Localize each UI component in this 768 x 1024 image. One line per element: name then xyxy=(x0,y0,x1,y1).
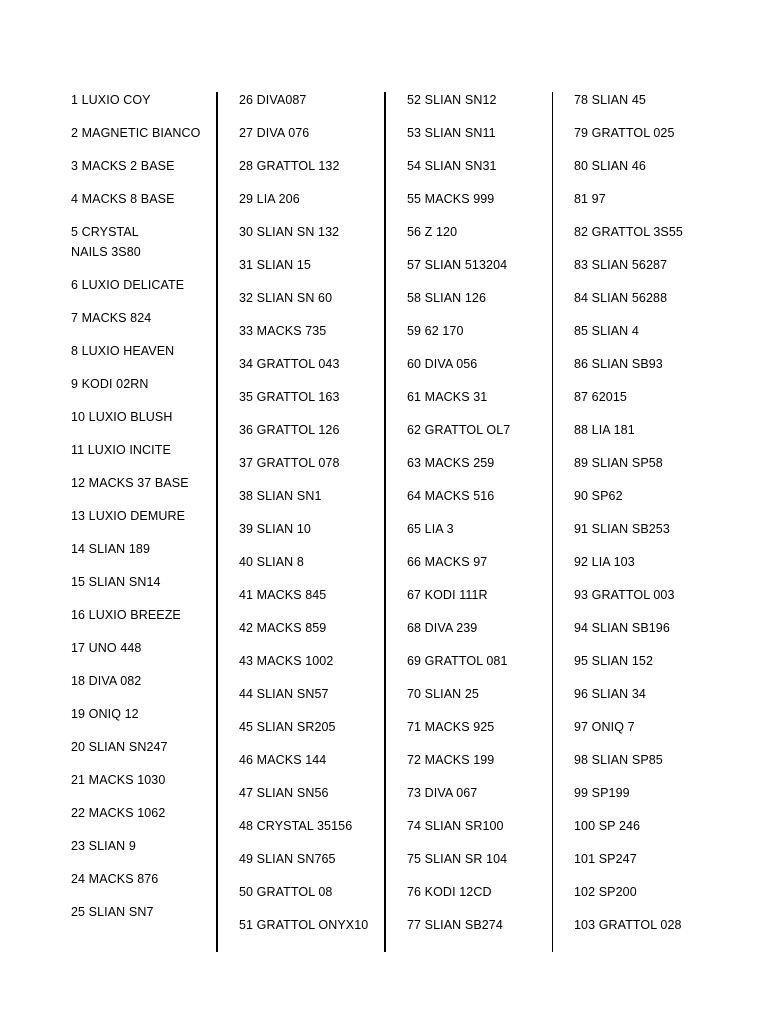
list-item: 4 MACKS 8 BASE xyxy=(71,192,175,206)
list-item: 81 97 xyxy=(574,192,606,206)
list-item: 2 MAGNETIC BIANCO xyxy=(71,126,201,140)
list-item: 57 SLIAN 513204 xyxy=(407,258,508,272)
list-item: 82 GRATTOL 3S55 xyxy=(574,225,683,239)
list-item: 78 SLIAN 45 xyxy=(574,93,646,107)
list-item: 87 62015 xyxy=(574,390,627,404)
list-item: 29 LIA 206 xyxy=(239,192,300,206)
list-item: 20 SLIAN SN247 xyxy=(71,740,168,754)
list-item: 35 GRATTOL 163 xyxy=(239,390,340,404)
list-item: 85 SLIAN 4 xyxy=(574,324,639,338)
list-item: 90 SP62 xyxy=(574,489,623,503)
list-item: 76 KODI 12CD xyxy=(407,885,492,899)
list-item: 31 SLIAN 15 xyxy=(239,258,311,272)
list-item: 12 MACKS 37 BASE xyxy=(71,476,189,490)
list-item: 42 MACKS 859 xyxy=(239,621,327,635)
list-item: 101 SP247 xyxy=(574,852,637,866)
list-item: 51 GRATTOL ONYX10 xyxy=(239,918,369,932)
list-item: 74 SLIAN SR100 xyxy=(407,819,504,833)
column-divider xyxy=(216,92,218,952)
list-item: 16 LUXIO BREEZE xyxy=(71,608,181,622)
list-item: 94 SLIAN SB196 xyxy=(574,621,670,635)
list-item: 17 UNO 448 xyxy=(71,641,142,655)
list-item: 33 MACKS 735 xyxy=(239,324,327,338)
list-item: 70 SLIAN 25 xyxy=(407,687,479,701)
list-item: 30 SLIAN SN 132 xyxy=(239,225,340,239)
list-item: 72 MACKS 199 xyxy=(407,753,495,767)
list-item: 64 MACKS 516 xyxy=(407,489,495,503)
list-item: 62 GRATTOL OL7 xyxy=(407,423,511,437)
list-item: 93 GRATTOL 003 xyxy=(574,588,675,602)
list-item: 80 SLIAN 46 xyxy=(574,159,646,173)
list-item: 34 GRATTOL 043 xyxy=(239,357,340,371)
list-item: 55 MACKS 999 xyxy=(407,192,495,206)
list-item: 37 GRATTOL 078 xyxy=(239,456,340,470)
list-item: 14 SLIAN 189 xyxy=(71,542,151,556)
list-item: 1 LUXIO COY xyxy=(71,93,151,107)
column-divider xyxy=(384,92,386,952)
list-item: 59 62 170 xyxy=(407,324,464,338)
list-item: 9 KODI 02RN xyxy=(71,377,149,391)
list-item: 23 SLIAN 9 xyxy=(71,839,136,853)
list-item: 84 SLIAN 56288 xyxy=(574,291,668,305)
list-item: 44 SLIAN SN57 xyxy=(239,687,329,701)
list-item: 36 GRATTOL 126 xyxy=(239,423,340,437)
list-item: 97 ONIQ 7 xyxy=(574,720,635,734)
list-item: 56 Z 120 xyxy=(407,225,458,239)
list-item: 24 MACKS 876 xyxy=(71,872,159,886)
list-item: 38 SLIAN SN1 xyxy=(239,489,322,503)
list-item: 43 MACKS 1002 xyxy=(239,654,334,668)
list-item: 45 SLIAN SR205 xyxy=(239,720,336,734)
list-item: 99 SP199 xyxy=(574,786,630,800)
list-item: 32 SLIAN SN 60 xyxy=(239,291,333,305)
list-item: 89 SLIAN SP58 xyxy=(574,456,663,470)
list-item: 83 SLIAN 56287 xyxy=(574,258,668,272)
list-item: 54 SLIAN SN31 xyxy=(407,159,497,173)
list-item: 11 LUXIO INCITE xyxy=(71,443,171,457)
list-item: 91 SLIAN SB253 xyxy=(574,522,670,536)
list-item: 49 SLIAN SN765 xyxy=(239,852,336,866)
list-item: 79 GRATTOL 025 xyxy=(574,126,675,140)
list-item: 58 SLIAN 126 xyxy=(407,291,487,305)
list-item: 67 KODI 111R xyxy=(407,588,488,602)
list-item: 103 GRATTOL 028 xyxy=(574,918,682,932)
list-item: 22 MACKS 1062 xyxy=(71,806,166,820)
list-item: 26 DIVA087 xyxy=(239,93,307,107)
list-item: 61 MACKS 31 xyxy=(407,390,488,404)
list-item: 98 SLIAN SP85 xyxy=(574,753,663,767)
list-item: 77 SLIAN SB274 xyxy=(407,918,503,932)
list-item: 63 MACKS 259 xyxy=(407,456,495,470)
column-divider xyxy=(552,92,553,952)
list-item: 40 SLIAN 8 xyxy=(239,555,304,569)
list-item: 60 DIVA 056 xyxy=(407,357,478,371)
list-item: 96 SLIAN 34 xyxy=(574,687,646,701)
list-column-2 xyxy=(239,90,389,948)
list-item: 102 SP200 xyxy=(574,885,637,899)
list-item: 41 MACKS 845 xyxy=(239,588,327,602)
list-item: 7 MACKS 824 xyxy=(71,311,152,325)
list-item: 27 DIVA 076 xyxy=(239,126,310,140)
list-item: 15 SLIAN SN14 xyxy=(71,575,161,589)
list-item: 95 SLIAN 152 xyxy=(574,654,654,668)
list-item: 88 LIA 181 xyxy=(574,423,635,437)
list-item: 73 DIVA 067 xyxy=(407,786,478,800)
list-item: 6 LUXIO DELICATE xyxy=(71,278,185,292)
list-item: 18 DIVA 082 xyxy=(71,674,142,688)
list-item: 53 SLIAN SN11 xyxy=(407,126,496,140)
list-item: 86 SLIAN SB93 xyxy=(574,357,663,371)
list-item: 71 MACKS 925 xyxy=(407,720,495,734)
list-item: 66 MACKS 97 xyxy=(407,555,488,569)
list-item: 21 MACKS 1030 xyxy=(71,773,166,787)
list-item: 10 LUXIO BLUSH xyxy=(71,410,173,424)
list-item: 5 CRYSTAL NAILS 3S80 xyxy=(71,225,141,259)
list-item: 48 CRYSTAL 35156 xyxy=(239,819,353,833)
list-item: 100 SP 246 xyxy=(574,819,641,833)
list-column-4 xyxy=(574,90,724,948)
list-item: 68 DIVA 239 xyxy=(407,621,478,635)
list-item: 28 GRATTOL 132 xyxy=(239,159,340,173)
list-item: 19 ONIQ 12 xyxy=(71,707,139,721)
list-item: 25 SLIAN SN7 xyxy=(71,905,154,919)
list-item: 47 SLIAN SN56 xyxy=(239,786,329,800)
list-item: 46 MACKS 144 xyxy=(239,753,327,767)
list-item: 50 GRATTOL 08 xyxy=(239,885,333,899)
list-column-1 xyxy=(71,90,221,935)
list-item: 52 SLIAN SN12 xyxy=(407,93,497,107)
list-item: 3 MACKS 2 BASE xyxy=(71,159,175,173)
list-item: 65 LIA 3 xyxy=(407,522,454,536)
list-column-3 xyxy=(407,90,557,948)
list-item: 8 LUXIO HEAVEN xyxy=(71,344,175,358)
list-item: 39 SLIAN 10 xyxy=(239,522,311,536)
list-item: 92 LIA 103 xyxy=(574,555,635,569)
list-item: 69 GRATTOL 081 xyxy=(407,654,508,668)
list-item: 75 SLIAN SR 104 xyxy=(407,852,508,866)
list-item: 13 LUXIO DEMURE xyxy=(71,509,186,523)
